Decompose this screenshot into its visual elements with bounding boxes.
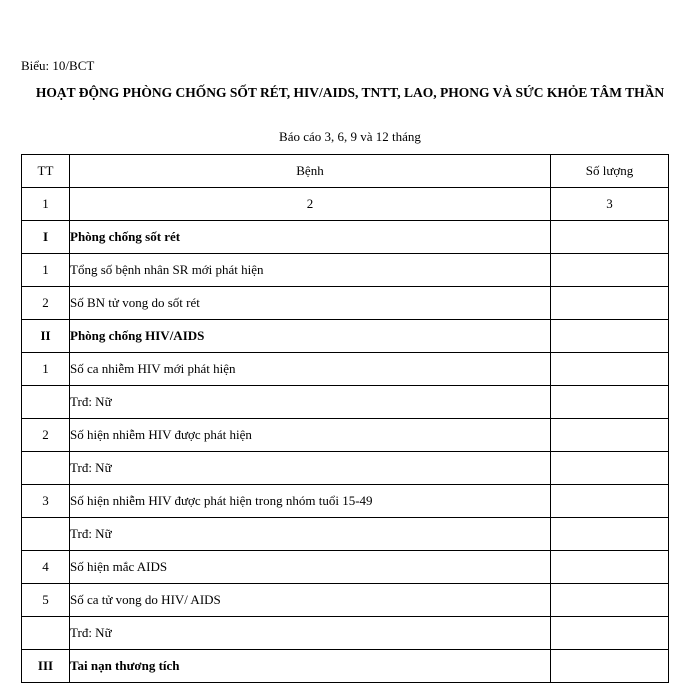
table-section-row bbox=[22, 320, 669, 353]
row-tt: II bbox=[22, 320, 70, 353]
row-qty bbox=[551, 485, 669, 518]
table-header-row bbox=[22, 155, 669, 188]
table-row bbox=[22, 584, 669, 617]
row-qty bbox=[551, 617, 669, 650]
row-qty bbox=[551, 320, 669, 353]
row-qty bbox=[551, 221, 669, 254]
row-name: Tổng số bệnh nhân SR mới phát hiện bbox=[70, 254, 551, 287]
row-qty bbox=[551, 518, 669, 551]
document-title: HOẠT ĐỘNG PHÒNG CHỐNG SỐT RÉT, HIV/AIDS, TNTT, LAO, PHONG VÀ SỨC KHỎE TÂM THẦN bbox=[35, 85, 665, 100]
row-qty bbox=[551, 584, 669, 617]
colnum-qty: 3 bbox=[551, 188, 669, 221]
row-name: Tai nạn thương tích bbox=[70, 650, 551, 683]
row-name: Trđ: Nữ bbox=[70, 452, 551, 485]
row-tt: III bbox=[22, 650, 70, 683]
row-name: Phòng chống sốt rét bbox=[70, 221, 551, 254]
row-tt bbox=[22, 617, 70, 650]
colnum-tt: 1 bbox=[22, 188, 70, 221]
table-row bbox=[22, 518, 669, 551]
row-tt: 1 bbox=[22, 353, 70, 386]
table-row bbox=[22, 419, 669, 452]
row-name: Số hiện mắc AIDS bbox=[70, 551, 551, 584]
row-tt: 2 bbox=[22, 287, 70, 320]
table-row bbox=[22, 386, 669, 419]
row-name: Số ca nhiễm HIV mới phát hiện bbox=[70, 353, 551, 386]
row-name: Phòng chống HIV/AIDS bbox=[70, 320, 551, 353]
row-qty bbox=[551, 452, 669, 485]
header-tt: TT bbox=[22, 155, 70, 188]
table-row bbox=[22, 452, 669, 485]
row-tt bbox=[22, 518, 70, 551]
row-tt: 4 bbox=[22, 551, 70, 584]
row-tt bbox=[22, 452, 70, 485]
row-qty bbox=[551, 287, 669, 320]
column-number-row bbox=[22, 188, 669, 221]
row-name: Số hiện nhiễm HIV được phát hiện trong nhóm tuổi 15-49 bbox=[70, 485, 551, 518]
row-name: Trđ: Nữ bbox=[70, 386, 551, 419]
row-qty bbox=[551, 419, 669, 452]
row-tt: 1 bbox=[22, 254, 70, 287]
row-name: Trđ: Nữ bbox=[70, 617, 551, 650]
table-section-row bbox=[22, 221, 669, 254]
row-tt: 3 bbox=[22, 485, 70, 518]
row-name: Số hiện nhiễm HIV được phát hiện bbox=[70, 419, 551, 452]
colnum-name: 2 bbox=[70, 188, 551, 221]
header-qty: Số lượng bbox=[551, 155, 669, 188]
table-row bbox=[22, 353, 669, 386]
row-qty bbox=[551, 551, 669, 584]
row-tt: 2 bbox=[22, 419, 70, 452]
table-row bbox=[22, 287, 669, 320]
row-tt: 5 bbox=[22, 584, 70, 617]
row-name: Số BN tử vong do sốt rét bbox=[70, 287, 551, 320]
table-row bbox=[22, 551, 669, 584]
report-table bbox=[21, 154, 669, 683]
table-row bbox=[22, 617, 669, 650]
row-name: Trđ: Nữ bbox=[70, 518, 551, 551]
row-qty bbox=[551, 254, 669, 287]
header-name: Bệnh bbox=[70, 155, 551, 188]
document-subtitle: Báo cáo 3, 6, 9 và 12 tháng bbox=[279, 129, 421, 144]
row-tt: I bbox=[22, 221, 70, 254]
row-name: Số ca tử vong do HIV/ AIDS bbox=[70, 584, 551, 617]
table-section-row bbox=[22, 650, 669, 683]
form-code: Biểu: 10/BCT bbox=[21, 58, 95, 73]
table-row bbox=[22, 254, 669, 287]
row-qty bbox=[551, 353, 669, 386]
row-qty bbox=[551, 650, 669, 683]
row-tt bbox=[22, 386, 70, 419]
table-row bbox=[22, 485, 669, 518]
row-qty bbox=[551, 386, 669, 419]
